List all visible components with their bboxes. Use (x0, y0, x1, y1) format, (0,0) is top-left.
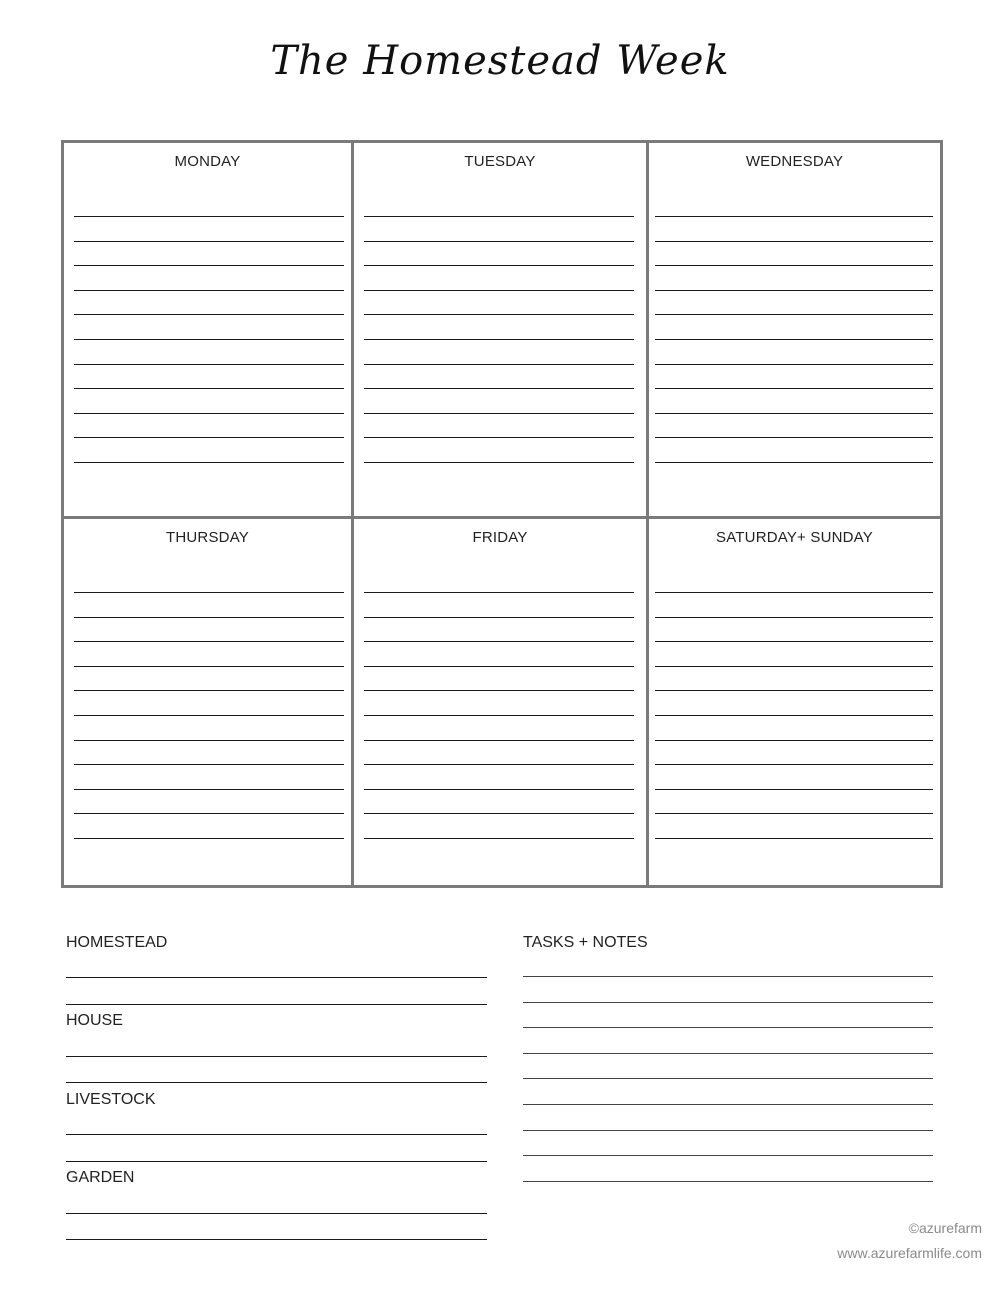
writing-line (66, 1134, 487, 1135)
writing-line (523, 1027, 933, 1028)
day-box-friday (354, 519, 646, 885)
writing-line (655, 617, 933, 618)
writing-line (523, 1078, 933, 1079)
writing-line (655, 592, 933, 593)
writing-line (655, 740, 933, 741)
writing-line (364, 290, 634, 291)
day-box-wednesday (649, 143, 940, 516)
section-label-livestock: LIVESTOCK (66, 1091, 156, 1108)
writing-line (655, 764, 933, 765)
writing-line (364, 641, 634, 642)
writing-line (655, 216, 933, 217)
writing-line (364, 364, 634, 365)
writing-line (364, 314, 634, 315)
copyright-text: ©azurefarm (908, 1220, 982, 1236)
writing-line (523, 1155, 933, 1156)
writing-line (74, 364, 344, 365)
writing-line (74, 789, 344, 790)
writing-line (655, 838, 933, 839)
section-label-house: HOUSE (66, 1012, 123, 1029)
writing-line (364, 789, 634, 790)
writing-line (655, 388, 933, 389)
writing-line (66, 1056, 487, 1057)
writing-line (655, 789, 933, 790)
day-label-wednesday: WEDNESDAY (745, 153, 844, 170)
writing-line (74, 715, 344, 716)
writing-line (523, 976, 933, 977)
writing-line (364, 413, 634, 414)
writing-line (523, 1104, 933, 1105)
writing-line (74, 764, 344, 765)
section-label-tasks-notes: TASKS + NOTES (523, 934, 648, 951)
writing-line (364, 437, 634, 438)
writing-line (364, 592, 634, 593)
writing-line (655, 413, 933, 414)
website-text: www.azurefarmlife.com (837, 1245, 982, 1261)
writing-line (364, 339, 634, 340)
writing-line (66, 977, 487, 978)
day-label-tuesday: TUESDAY (464, 153, 536, 170)
writing-line (364, 265, 634, 266)
writing-line (655, 241, 933, 242)
writing-line (655, 462, 933, 463)
section-label-homestead: HOMESTEAD (66, 934, 168, 951)
writing-line (364, 617, 634, 618)
writing-line (66, 1161, 487, 1162)
writing-line (655, 666, 933, 667)
writing-line (523, 1053, 933, 1054)
writing-line (74, 290, 344, 291)
writing-line (74, 641, 344, 642)
day-box-thursday (64, 519, 351, 885)
writing-line (74, 265, 344, 266)
page-title: The Homestead Week (270, 38, 730, 84)
day-box-monday (64, 143, 351, 516)
day-label-monday: MONDAY (174, 153, 241, 170)
writing-line (74, 838, 344, 839)
day-label-thursday: THURSDAY (166, 529, 249, 546)
writing-line (364, 216, 634, 217)
writing-line (364, 388, 634, 389)
writing-line (74, 462, 344, 463)
writing-line (364, 813, 634, 814)
writing-line (364, 740, 634, 741)
writing-line (74, 216, 344, 217)
writing-line (74, 413, 344, 414)
day-label-weekend: SATURDAY+ SUNDAY (716, 529, 873, 546)
writing-line (364, 462, 634, 463)
writing-line (655, 265, 933, 266)
writing-line (655, 314, 933, 315)
writing-line (74, 666, 344, 667)
writing-line (364, 764, 634, 765)
section-label-garden: GARDEN (66, 1169, 135, 1186)
writing-line (74, 314, 344, 315)
writing-line (74, 740, 344, 741)
writing-line (655, 641, 933, 642)
writing-line (74, 241, 344, 242)
writing-line (655, 364, 933, 365)
writing-line (66, 1213, 487, 1214)
writing-line (364, 690, 634, 691)
writing-line (66, 1082, 487, 1083)
writing-line (364, 715, 634, 716)
writing-line (74, 690, 344, 691)
day-label-friday: FRIDAY (472, 529, 528, 546)
writing-line (655, 715, 933, 716)
writing-line (655, 437, 933, 438)
writing-line (364, 241, 634, 242)
writing-line (655, 690, 933, 691)
weekly-grid (61, 140, 943, 888)
day-box-weekend (649, 519, 940, 885)
writing-line (523, 1130, 933, 1131)
writing-line (364, 666, 634, 667)
writing-line (655, 290, 933, 291)
writing-line (523, 1002, 933, 1003)
writing-line (655, 339, 933, 340)
writing-line (74, 339, 344, 340)
writing-line (74, 592, 344, 593)
writing-line (66, 1004, 487, 1005)
writing-line (364, 838, 634, 839)
writing-line (74, 813, 344, 814)
day-box-tuesday (354, 143, 646, 516)
writing-line (74, 437, 344, 438)
writing-line (74, 617, 344, 618)
writing-line (655, 813, 933, 814)
writing-line (74, 388, 344, 389)
writing-line (523, 1181, 933, 1182)
writing-line (66, 1239, 487, 1240)
